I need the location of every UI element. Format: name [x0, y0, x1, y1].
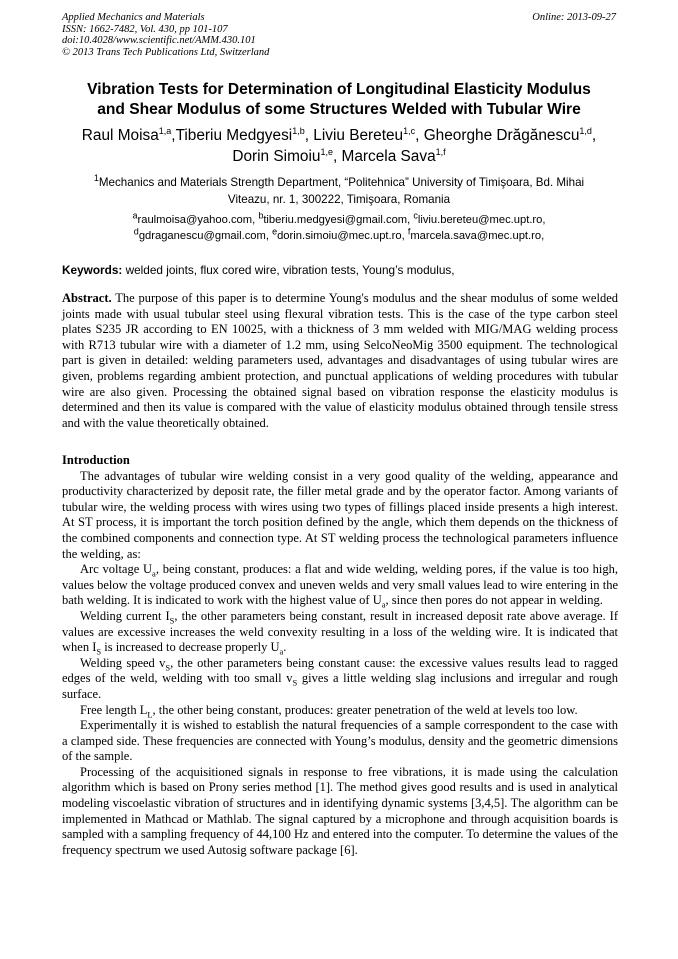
keywords-text: welded joints, flux cored wire, vibration tests, Young’s modulus,: [125, 263, 455, 277]
keywords: [62, 262, 618, 278]
abstract: [62, 291, 618, 431]
author-name: Tiberiu Medgyesi: [175, 127, 293, 144]
issn-line: ISSN: 1662-7482, Vol. 430, pp 101-107: [62, 23, 228, 35]
author-separator: ,: [171, 127, 176, 144]
affiliation-line-1: Mechanics and Materials Strength Department, “Politehnica” University of Timişoara, Bd. Mihai: [98, 176, 585, 189]
affiliation-sup: 1: [93, 173, 99, 184]
author-sup: 1,f: [435, 146, 446, 157]
paragraph: Arc voltage $U_a$, being constant, produces: a flat and wide welding, welding pores, if the value is too high, values below the voltage produced convex and uneven welds and very small values lead to wire entering in the bath welding. It is indicated to work with the highest value of $U_a$, since then pores do not appear in welding.: [62, 562, 619, 610]
abstract-label: Abstract.: [62, 291, 112, 305]
paragraph: Processing of the acquisitioned signals in response to free vibrations, it is made using the calculation algorithm which is based on Prony series method [1]. The method gives good results and is used in analytical modeling viscoelastic vibration of structures and in identifying dynamic systems [3,4,5]. The algorithm can be implemented in Mathcad or Mathlab. The signal captured by a microphone and through acquisition boards is sampled with a sampling frequency of 44,100 Hz and entered into the computer. To determine the values of the frequency spectrum we used Autosig software package [6].: [62, 764, 618, 857]
paragraph: Free length $L_L$, the other being constant, produces: greater penetration of the weld at levels too low.: [80, 702, 578, 719]
author-name: Liviu Bereteu: [313, 127, 404, 144]
author-name: Raul Moisa: [81, 127, 159, 144]
affiliation-line-2: Viteazu, nr. 1, 300222, Timişoara, Romania: [227, 193, 451, 206]
email-link[interactable]: dorin.simoiu@mec.upt.ro,: [277, 230, 405, 242]
abstract-text: The purpose of this paper is to determine Young's modulus and the shear modulus of some welded joints made with usual tubular steel using flexural vibration tests. This is the case of the type carbon steel plates S235 JR according to EN 10025, with a thickness of 3 mm welded with MIG/MAG welding process with R713 tubular wire with a diameter of 1.2 mm, using SelcoNeoMig 3500 equipment. The technological part is given in detailed: welding parameters used, advantages and disadvantages of using tubular wires are given, problems regarding ambient protection, and punctual applications of welding procedures with tubular wire are also given. Processing the obtained signal based on vibration response the elasticity modulus is determined and then its value is compared with the value of elasticity modulus obtained through tensile stress and with the value theoretically obtained.: [62, 291, 618, 430]
author-sup: 1,b: [292, 125, 305, 136]
author-list: [40, 125, 638, 167]
title-line-2: and Shear Modulus of some Structures Welded with Tubular Wire: [97, 101, 581, 118]
author-sup: 1,a: [158, 125, 172, 136]
copyright-line: © 2013 Trans Tech Publications Ltd, Switzerland: [62, 46, 270, 58]
email-link[interactable]: tiberiu.medgyesi@gmail.com,: [263, 214, 411, 226]
email-link[interactable]: raulmoisa@yahoo.com,: [137, 214, 256, 226]
keywords-label: Keywords:: [62, 263, 123, 277]
author-name: Dorin Simoiu: [232, 148, 321, 165]
author-sup: 1,d: [579, 125, 592, 136]
author-separator: ,: [332, 148, 342, 165]
paragraph: Experimentally it is wished to establish the natural frequencies of a sample correspondent to the case with a clamped side. These frequencies are connected with Young’s modulus, density and the geometric dimensions of the sample.: [62, 718, 618, 764]
paper-title: [40, 80, 638, 120]
author-sup: 1,c: [403, 125, 416, 136]
email-link[interactable]: liviu.bereteu@mec.upt.ro,: [417, 214, 546, 226]
email-list: $^a$raulmoisa@yahoo.com, $^b$tiberiu.medgyesi@gmail.com, $^c$liviu.bereteu@mec.upt.ro, $^d$gdraganescu@gmail.com, $^e$dorin.simoiu@mec.upt.ro, $^f$marcela.sava@mec.upt.ro,: [132, 210, 546, 242]
paragraph: The advantages of tubular wire welding consist in a very good quality of the welding, appearance and productivity characterized by deposit rate, the filler metal grade and by the operator factor. Among variants of tubular wire, the welding process with wires using two types of fillings placed inside presents a high interest. At ST process, it is important the torch position defined by the angle, which them depends on the thickness of the combined components and connection type. At ST welding process the technological parameters influence the welding, as:: [62, 468, 618, 561]
doi-line: doi:10.4028/www.scientific.net/AMM.430.101: [62, 35, 256, 46]
author-sup: 1,e: [320, 146, 333, 157]
author-separator: ,: [591, 127, 597, 144]
online-date: Online: 2013-09-27: [532, 12, 616, 23]
author-separator: ,: [304, 127, 314, 144]
paragraph: Welding current $I_S$, the other parameters being constant, result in increased deposit rate above average. If values are excessive increases the weld convexity resulting in a loss of the welding wire. It is indicated that when $I_S$ is increased to decrease properly $U_a$.: [62, 608, 618, 657]
journal-name: Applied Mechanics and Materials: [62, 12, 205, 23]
journal-header: [62, 12, 269, 58]
author-name: Marcela Sava: [341, 148, 436, 165]
email-link[interactable]: gdraganescu@gmail.com,: [138, 230, 269, 242]
introduction-section: [62, 453, 618, 858]
author-name: Gheorghe Drăgănescu: [423, 127, 580, 144]
paragraph: Welding speed $v_S$, the other parameters being constant cause: the excessive values results lead to ragged edges of the weld, welding with too small $v_S$ gives a little welding slag inclusions and irregular and rough surface.: [62, 655, 618, 701]
affiliation: [50, 174, 628, 208]
title-line-1: Vibration Tests for Determination of Longitudinal Elasticity Modulus: [87, 81, 591, 98]
email-link[interactable]: marcela.sava@mec.upt.ro,: [410, 230, 545, 242]
author-separator: ,: [415, 127, 424, 144]
section-heading: Introduction: [62, 453, 130, 467]
